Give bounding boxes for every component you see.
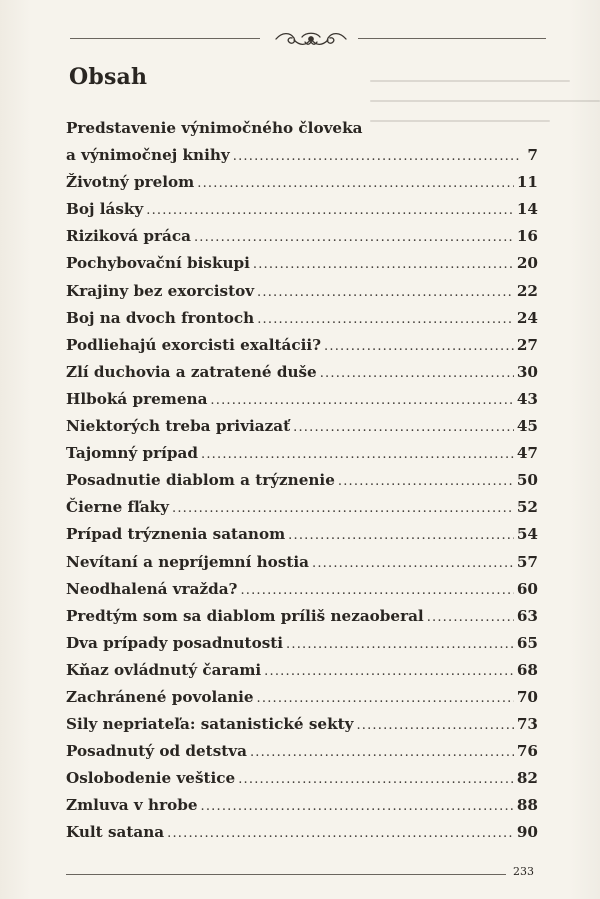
- toc-entry: [66, 576, 538, 603]
- toc-dot-leader: [257, 685, 514, 712]
- toc-entry: [66, 169, 538, 196]
- toc-entry: [66, 711, 538, 738]
- toc-entry-page: 82: [516, 769, 538, 788]
- header-rule-right: [358, 38, 546, 39]
- toc-dot-leader: [288, 522, 514, 549]
- toc-entry: [66, 250, 538, 277]
- toc-entry-page: 16: [516, 227, 538, 246]
- toc-dot-leader: [264, 658, 514, 685]
- toc-dot-leader: [240, 577, 513, 604]
- toc-dot-leader: [293, 414, 514, 441]
- toc-entry-page: 22: [516, 281, 538, 300]
- toc-entry-page: 68: [516, 660, 538, 679]
- toc-entry-title: Nevítaní a nepríjemní hostia: [66, 552, 309, 571]
- toc-entry-title: Dva prípady posadnutosti: [66, 633, 284, 652]
- toc-entry: [66, 819, 538, 846]
- toc-entry: [66, 278, 538, 305]
- toc-entry-page: 7: [527, 146, 538, 165]
- toc-entry: [66, 440, 538, 467]
- header-rule-left: [70, 38, 260, 39]
- toc-entry-page: 14: [516, 200, 538, 219]
- toc-entry-title: Krajiny bez exorcistov: [66, 281, 255, 300]
- toc-entry-page: 73: [516, 715, 538, 734]
- toc-entry: [66, 359, 538, 386]
- toc-dot-leader: [320, 360, 514, 387]
- toc-entry-title: Predtým som sa diablom príliš nezaoberal: [66, 606, 424, 625]
- toc-entry-page: 52: [516, 498, 538, 517]
- toc-dot-leader: [253, 251, 514, 278]
- toc-entry: [66, 142, 538, 169]
- toc-entry-title: Kult satana: [66, 823, 165, 842]
- toc-entry-title: Zachránené povolanie: [66, 687, 254, 706]
- toc-dot-leader: [356, 712, 513, 739]
- toc-entry: [66, 386, 538, 413]
- footer-rule: [66, 874, 506, 875]
- toc-entry: [66, 223, 538, 250]
- toc-entry: [66, 305, 538, 332]
- toc-entry-title: Riziková práca: [66, 227, 191, 246]
- toc-entry: [66, 413, 538, 440]
- toc-entry-page: 65: [516, 633, 538, 652]
- toc-entry-page: 90: [516, 823, 538, 842]
- toc-entry-page: 60: [516, 579, 538, 598]
- toc-entry-page: 43: [516, 389, 538, 408]
- toc-entry-page: 24: [516, 308, 538, 327]
- toc-entry-title: Neodhalená vražda?: [66, 579, 238, 598]
- toc-dot-leader: [197, 170, 514, 197]
- toc-dot-leader: [194, 224, 514, 251]
- toc-entry-title: Niektorých treba priviazať: [66, 417, 291, 436]
- footer-page-number: 233: [513, 865, 534, 878]
- toc-entry-title: Tajomný prípad: [66, 444, 199, 463]
- toc-entry: [66, 630, 538, 657]
- toc-entry: [66, 115, 538, 142]
- toc-dot-leader: [324, 333, 514, 360]
- toc-entry-page: 57: [516, 552, 538, 571]
- toc-entry-title: Sily nepriateľa: satanistické sekty: [66, 715, 354, 734]
- toc-entry-title: a výnimočnej knihy: [66, 146, 230, 165]
- toc-dot-leader: [286, 631, 514, 658]
- toc-entry: [66, 792, 538, 819]
- toc-entry: [66, 521, 538, 548]
- toc-entry: [66, 196, 538, 223]
- toc-dot-leader: [167, 820, 514, 847]
- toc-entry: [66, 549, 538, 576]
- toc-entry-page: 76: [516, 742, 538, 761]
- toc-entry-title: Prípad trýznenia satanom: [66, 525, 286, 544]
- toc-entry: [66, 738, 538, 765]
- toc-entry-page: 11: [516, 173, 538, 192]
- toc-entry-page: 50: [516, 471, 538, 490]
- toc-entry-page: 88: [516, 796, 538, 815]
- toc-entry-title: Kňaz ovládnutý čarami: [66, 660, 262, 679]
- toc-entry-title: Hlboká premena: [66, 389, 208, 408]
- toc-dot-leader: [257, 279, 514, 306]
- toc-entry-page: 20: [516, 254, 538, 273]
- toc-dot-leader: [250, 739, 514, 766]
- toc-entry-title: Pochybovační biskupi: [66, 254, 250, 273]
- toc-dot-leader: [338, 468, 514, 495]
- toc-entry-page: 70: [516, 687, 538, 706]
- toc-entry: [66, 765, 538, 792]
- toc-dot-leader: [238, 766, 514, 793]
- toc-dot-leader: [210, 387, 513, 414]
- toc-entry-title: Boj na dvoch frontoch: [66, 308, 255, 327]
- toc-dot-leader: [312, 550, 514, 577]
- page-title: Obsah: [69, 64, 148, 90]
- toc-entry-title: Boj lásky: [66, 200, 144, 219]
- toc-dot-leader: [146, 197, 514, 224]
- toc-entry: [66, 657, 538, 684]
- toc-entry-title: Oslobodenie veštice: [66, 769, 236, 788]
- toc-entry-page: 54: [516, 525, 538, 544]
- toc-entry-title: Predstavenie výnimočného človeka: [66, 119, 363, 137]
- toc-dot-leader: [201, 441, 514, 468]
- table-of-contents: [66, 115, 538, 847]
- toc-dot-leader: [427, 604, 514, 631]
- toc-entry: [66, 684, 538, 711]
- toc-entry-page: 30: [516, 362, 538, 381]
- toc-entry-page: 63: [516, 606, 538, 625]
- toc-entry-page: 47: [516, 444, 538, 463]
- toc-entry: [66, 603, 538, 630]
- toc-entry: [66, 494, 538, 521]
- toc-entry-title: Posadnutý od detstva: [66, 742, 247, 761]
- toc-entry-title: Životný prelom: [66, 173, 195, 192]
- toc-dot-leader: [201, 793, 514, 820]
- toc-entry-page: 45: [516, 417, 538, 436]
- toc-dot-leader: [257, 306, 514, 333]
- toc-dot-leader: [172, 495, 514, 522]
- toc-entry-title: Posadnutie diablom a trýznenie: [66, 471, 335, 490]
- toc-entry: [66, 332, 538, 359]
- toc-entry-title: Čierne fľaky: [66, 498, 170, 517]
- decorative-flourish-icon: [272, 28, 350, 50]
- toc-dot-leader: [233, 143, 521, 170]
- toc-entry-title: Podliehajú exorcisti exaltácii?: [66, 335, 322, 354]
- toc-entry: [66, 467, 538, 494]
- toc-entry-title: Zlí duchovia a zatratené duše: [66, 362, 317, 381]
- toc-entry-page: 27: [516, 335, 538, 354]
- toc-entry-title: Zmluva v hrobe: [66, 796, 198, 815]
